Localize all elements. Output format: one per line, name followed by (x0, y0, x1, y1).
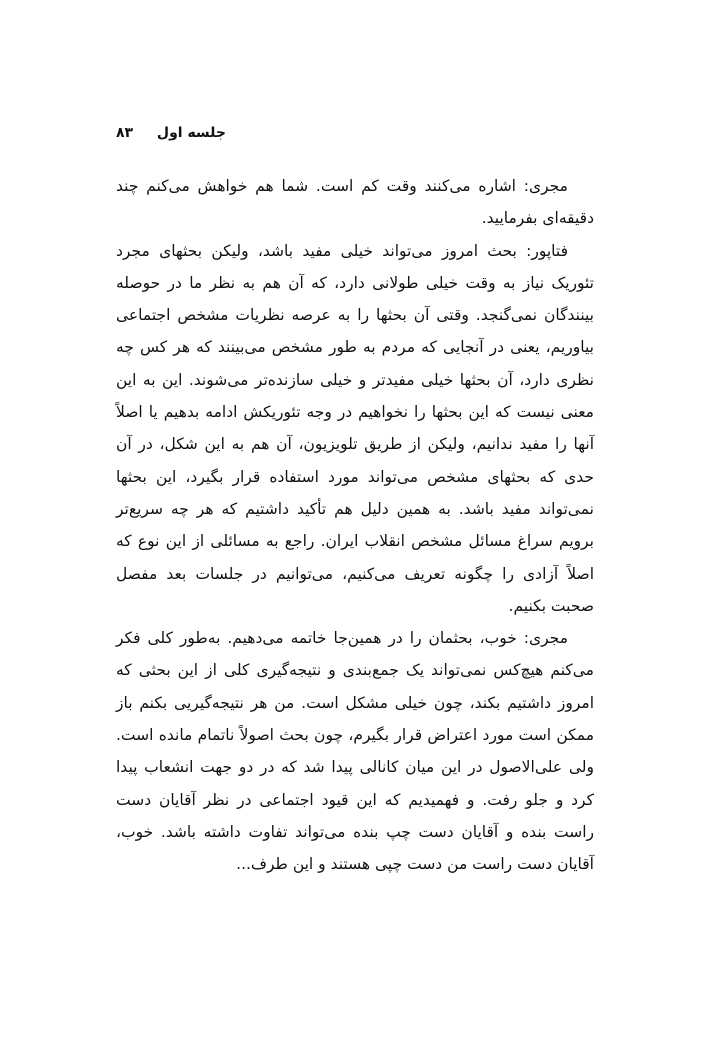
paragraph-moderator-intro: مجری: اشاره می‌کنند وقت کم است. شما هم خواهش می‌کنم چند دقیقه‌ای بفرمایید. (116, 177, 594, 228)
page-number: ۸۳ (116, 125, 134, 141)
running-head (116, 120, 226, 146)
body-text (116, 170, 594, 881)
paragraph-fatapour: فتاپور: بحث امروز می‌تواند خیلی مفید باشد، ولیکن بحثهای مجرد تئوریک نیاز به وقت خیلی طولانی دارد، که آن هم به نظر ما در حوصله بینندگان نمی‌گنجد. وقتی آن بحثها را به عرصه نظریات مشخص اجتماعی بیاوریم، یعنی در آنجایی که مردم به طور مشخص می‌بینند که هر کس چه نظری دارد، آن بحثها خیلی مفیدتر و خیلی سازنده‌تر می‌شوند. این به این معنی نیست که این بحثها را نخواهیم در وجه تئوریکش ادامه بدهیم یا اصلاً آنها را مفید ندانیم، ولیکن از طریق تلویزیون، آن هم به این شکل، در آن حدی که بحثهای مشخص می‌تواند مورد استفاده قرار بگیرد، این بحثها نمی‌تواند مفید باشد. به همین دلیل هم تأکید داشتیم که هر چه سریع‌تر برویم سراغ مسائل مشخص انقلاب ایران. راجع به مسائلی از این نوع که اصلاً آزادی را چگونه تعریف می‌کنیم، می‌توانیم در جلسات بعد مفصل صحبت بکنیم. (116, 241, 594, 615)
paragraph-moderator-closing: مجری: خوب، بحثمان را در همین‌جا خاتمه می‌دهیم. به‌طور کلی فکر می‌کنم هیچ‌کس نمی‌تواند یک جمع‌بندی و نتیجه‌گیری کلی از این بحثی که امروز داشتیم بکند، چون خیلی مشکل است. من هر نتیجه‌گیریی بکنم باز ممکن است مورد اعتراض قرار بگیرم، چون بحث اصولاً ناتمام مانده است. ولی علی‌الاصول در این میان کانالی پیدا شد که در دو جهت انشعاب پیدا کرد و جلو رفت. و فهمیدیم که این قیود اجتماعی در نظر آقایان دست راست بنده و آقایان دست چپ بنده می‌تواند تفاوت داشته باشد. خوب، آقایان دست راست من دست چپی هستند و این طرف... (116, 629, 594, 874)
chapter-title: جلسه اول (156, 125, 226, 141)
